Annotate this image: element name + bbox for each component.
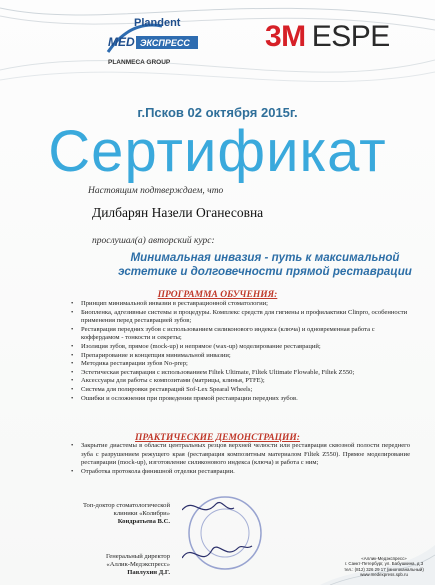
brand-3m: 3M <box>265 20 306 53</box>
stamp-and-signatures <box>182 490 268 576</box>
certificate-title: Сертификат <box>48 119 387 184</box>
course-title <box>100 251 430 279</box>
brand-espe: ESPE <box>311 20 390 53</box>
signature-name: Кондратьева В.С. <box>117 518 170 526</box>
list-item: • Эстетическая реставрация с использованием Filtek Ultimate, Filtek Ultimate Flowable, Filtek Z550; <box>70 369 410 378</box>
signature-name: Павлухин Д.Г. <box>127 569 170 577</box>
logo-med-text: MED <box>108 35 135 49</box>
plandent-medexpress-logo <box>100 12 220 72</box>
logo-plandent-text: Plandent <box>134 17 181 29</box>
list-item: • Препарирование и концепция минимальной инвазии; <box>70 352 410 361</box>
signature-block-director <box>60 553 170 578</box>
list-item: • Биопленка, адгезивные системы и процедуры. Комплекс средств для гигиены и профилактики Clinpro, особенности применения перед реставрацией зубов; <box>70 309 410 326</box>
signature-role: Топ-доктор стоматологической <box>83 502 170 509</box>
program-list <box>70 300 410 403</box>
list-item: • Закрытие диастемы в области центральных резцов верхней челюсти или реставрация сквозной полости переднего зуба с разрушением режущего края (реставрация композитным материалом Filtek Z550). Прямое моделирование реставрации (mock-up), изготовление силиконового индекса (ключа) и работа с ним; <box>70 442 410 468</box>
logo-express-text: ЭКСПРЕСС <box>140 38 190 48</box>
footer-line: г. Санкт-Петербург, ул. Бабушкина, д.3 <box>344 561 424 567</box>
list-item: • Отработка протокола финишной отделки реставрации. <box>70 468 410 477</box>
3m-espe-logo <box>265 22 390 52</box>
list-item: • Изоляция зубов, прямое (mock-up) и непрямое (wax-up) моделирование реставраций; <box>70 343 410 352</box>
footer-address <box>335 556 433 578</box>
list-item: • Система для полировки реставраций Sof-Lex Spearal Wheels; <box>70 386 410 395</box>
course-title-line2: эстетике и долговечности прямой реставрации <box>118 265 412 278</box>
list-item: • Методика реставрации зубов No-prep; <box>70 360 410 369</box>
list-item: • Принцип минимальной инвазии в реставрационной стоматологии; <box>70 300 410 309</box>
list-item: • Реставрация передних зубов с использованием силиконового индекса (ключа) и одновременная работа с коффердамом - тонкости и секреты; <box>70 326 410 343</box>
footer-line: «Аллик-Медэкспресс» <box>361 556 407 561</box>
logo-planmeca-text: PLANMECA GROUP <box>108 59 171 66</box>
recipient-name: Дилбарян Назели Оганесовна <box>92 205 264 220</box>
signature-role: Генеральный директор <box>105 553 170 560</box>
footer-line: тел.: (812) 326 29 17 (многоканальный) <box>344 566 424 572</box>
confirm-text: Настоящим подтверждаем, что <box>88 186 224 196</box>
list-item: • Ошибки и осложнения при проведении прямой реставрации передних зубов. <box>70 395 410 404</box>
listened-text: прослушал(а) авторский курс: <box>92 236 215 246</box>
signature-org: клиники «Колибри» <box>113 510 170 518</box>
footer-line: www.medexpress.spb.ru <box>360 572 408 578</box>
list-item: • Аксессуары для работы с композитами (матрицы, клинья, PTFE); <box>70 377 410 386</box>
signature-org: «Аллик-Медэкспресс» <box>106 561 170 569</box>
place-date: г.Псков 02 октября 2015г. <box>137 105 298 120</box>
course-title-line1: Минимальная инвазия - путь к максимальной <box>130 251 400 264</box>
practice-title: ПРАКТИЧЕСКИЕ ДЕМОНСТРАЦИИ: <box>135 433 300 443</box>
signature-block-doctor <box>60 502 170 527</box>
program-title: ПРОГРАММА ОБУЧЕНИЯ: <box>157 290 278 300</box>
practice-list <box>70 442 410 476</box>
